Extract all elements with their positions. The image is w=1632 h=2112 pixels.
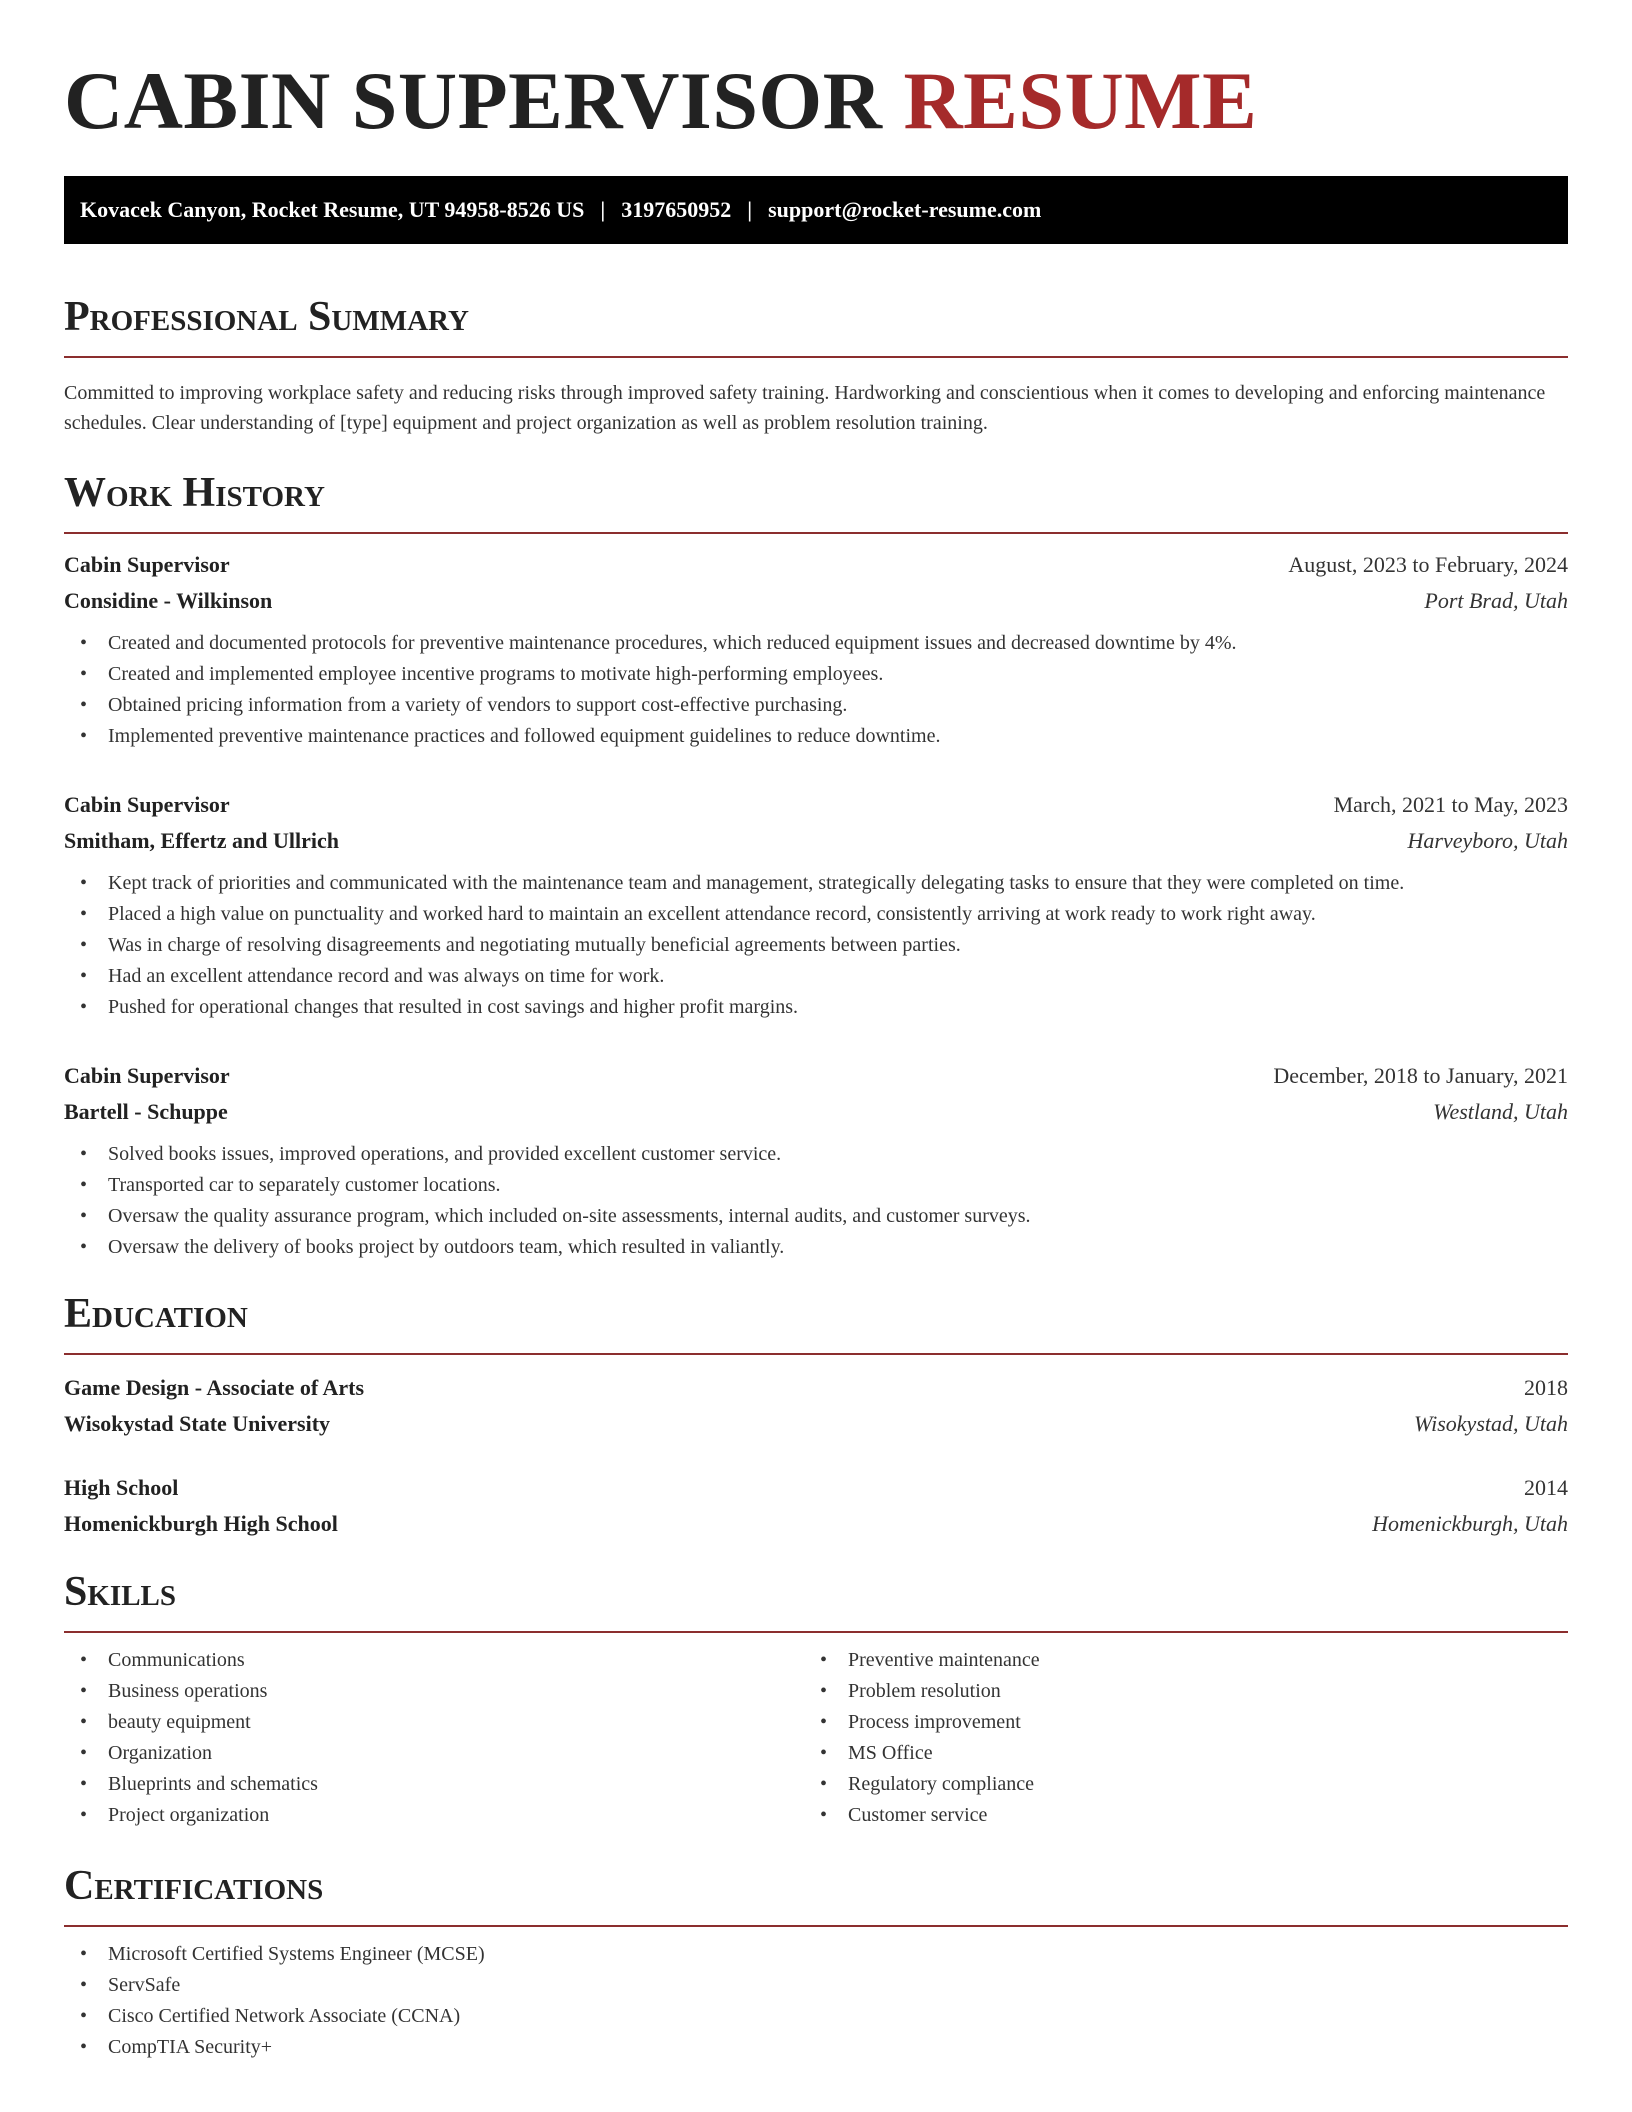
certifications-section — [64, 1865, 1568, 2063]
title-accent: RESUME — [903, 55, 1258, 146]
list-item: • Business operations — [64, 1676, 804, 1707]
list-item: • Oversaw the delivery of books project by outdoors team, which resulted in valiantly. — [64, 1232, 1568, 1263]
contact-phone: 3197650952 — [621, 197, 732, 222]
job-dates: December, 2018 to January, 2021 — [1273, 1063, 1568, 1088]
list-item: • Organization — [64, 1738, 804, 1769]
list-item: • Microsoft Certified Systems Engineer (MCSE) — [64, 1939, 1568, 1970]
list-item: • Blueprints and schematics — [64, 1769, 804, 1800]
list-item: • beauty equipment — [64, 1707, 804, 1738]
section-heading-work-history: Work History — [64, 470, 325, 516]
job-location: Port Brad, Utah — [1424, 588, 1568, 613]
contact-email: support@rocket-resume.com — [768, 197, 1042, 222]
job-title: Cabin Supervisor — [64, 792, 230, 817]
job-company: Smitham, Effertz and Ullrich — [64, 828, 339, 853]
list-item: • CompTIA Security+ — [64, 2032, 1568, 2063]
skills-columns — [64, 1645, 1568, 1831]
job-bullets — [64, 1139, 1568, 1263]
contact-bar — [64, 176, 1568, 244]
list-item: • Obtained pricing information from a variety of vendors to support cost-effective purchasing. — [64, 690, 1568, 721]
list-item: • MS Office — [804, 1738, 1544, 1769]
list-item: • Oversaw the quality assurance program, which included on-site assessments, internal audits, and customer surveys. — [64, 1201, 1568, 1232]
section-heading-education: Education — [64, 1291, 248, 1337]
list-item: • ServSafe — [64, 1970, 1568, 2001]
degree: High School — [64, 1475, 179, 1500]
work-history-section — [64, 472, 1568, 1263]
school-location: Wisokystad, Utah — [1414, 1411, 1568, 1436]
list-item: • Pushed for operational changes that resulted in cost savings and higher profit margins. — [64, 992, 1568, 1023]
list-item: • Implemented preventive maintenance practices and followed equipment guidelines to reduce downtime. — [64, 721, 1568, 752]
school-name: Wisokystad State University — [64, 1411, 331, 1436]
list-item: • Created and implemented employee incentive programs to motivate high-performing employees. — [64, 659, 1568, 690]
job-company: Bartell - Schuppe — [64, 1099, 228, 1124]
degree: Game Design - Associate of Arts — [64, 1375, 365, 1400]
school-location: Homenickburgh, Utah — [1372, 1511, 1568, 1536]
list-item: • Problem resolution — [804, 1676, 1544, 1707]
job-company: Considine - Wilkinson — [64, 588, 273, 613]
section-heading-summary: Professional Summary — [64, 294, 469, 340]
resume-page — [64, 0, 1568, 2063]
job-title: Cabin Supervisor — [64, 552, 230, 577]
list-item: • Communications — [64, 1645, 804, 1676]
summary-section — [64, 296, 1568, 438]
school-name: Homenickburgh High School — [64, 1511, 338, 1536]
skills-list-right — [804, 1645, 1544, 1831]
list-item: • Had an excellent attendance record and was always on time for work. — [64, 961, 1568, 992]
job-entry — [64, 792, 1568, 1023]
contact-separator: | — [747, 197, 753, 222]
resume-title — [64, 55, 1568, 146]
contact-address: Kovacek Canyon, Rocket Resume, UT 94958-8526 US — [80, 197, 585, 222]
summary-text: Committed to improving workplace safety and reducing risks through improved safety training. Hardworking and conscientious when it comes to developing and enforcing maintenance schedules. Clear understanding of [type] equipment and project organization as well as problem resolution training. — [64, 382, 1546, 434]
job-bullets — [64, 628, 1568, 752]
list-item: • Solved books issues, improved operations, and provided excellent customer service. — [64, 1139, 1568, 1170]
section-heading-skills: Skills — [64, 1569, 177, 1615]
job-bullets — [64, 868, 1568, 1023]
section-divider — [64, 1925, 1568, 1927]
job-dates: August, 2023 to February, 2024 — [1288, 552, 1568, 577]
job-location: Harveyboro, Utah — [1407, 828, 1568, 853]
list-item: • Kept track of priorities and communicated with the maintenance team and management, strategically delegating tasks to ensure that they were completed on time. — [64, 868, 1568, 899]
list-item: • Created and documented protocols for preventive maintenance procedures, which reduced equipment issues and decreased downtime by 4%. — [64, 628, 1568, 659]
list-item: • Transported car to separately customer locations. — [64, 1170, 1568, 1201]
list-item: • Cisco Certified Network Associate (CCNA) — [64, 2001, 1568, 2032]
list-item: • Project organization — [64, 1800, 804, 1831]
education-section — [64, 1293, 1568, 1537]
list-item: • Regulatory compliance — [804, 1769, 1544, 1800]
graduation-year: 2018 — [1524, 1375, 1568, 1400]
education-entry — [64, 1375, 1568, 1437]
section-divider — [64, 1631, 1568, 1633]
education-entry — [64, 1475, 1568, 1537]
job-location: Westland, Utah — [1433, 1099, 1568, 1124]
skills-section — [64, 1571, 1568, 1831]
section-divider — [64, 532, 1568, 534]
skills-list-left — [64, 1645, 804, 1831]
contact-separator: | — [600, 197, 606, 222]
list-item: • Preventive maintenance — [804, 1645, 1544, 1676]
job-dates: March, 2021 to May, 2023 — [1333, 792, 1568, 817]
section-heading-certifications: Certifications — [64, 1863, 324, 1909]
job-entry — [64, 1063, 1568, 1263]
section-divider — [64, 1353, 1568, 1355]
certifications-list — [64, 1939, 1568, 2063]
job-entry — [64, 552, 1568, 752]
list-item: • Was in charge of resolving disagreements and negotiating mutually beneficial agreements between parties. — [64, 930, 1568, 961]
list-item: • Customer service — [804, 1800, 1544, 1831]
list-item: • Process improvement — [804, 1707, 1544, 1738]
section-divider — [64, 356, 1568, 358]
graduation-year: 2014 — [1524, 1475, 1568, 1500]
job-title: Cabin Supervisor — [64, 1063, 230, 1088]
list-item: • Placed a high value on punctuality and worked hard to maintain an excellent attendance record, consistently arriving at work ready to work right away. — [64, 899, 1568, 930]
title-main: CABIN SUPERVISOR — [64, 55, 883, 146]
